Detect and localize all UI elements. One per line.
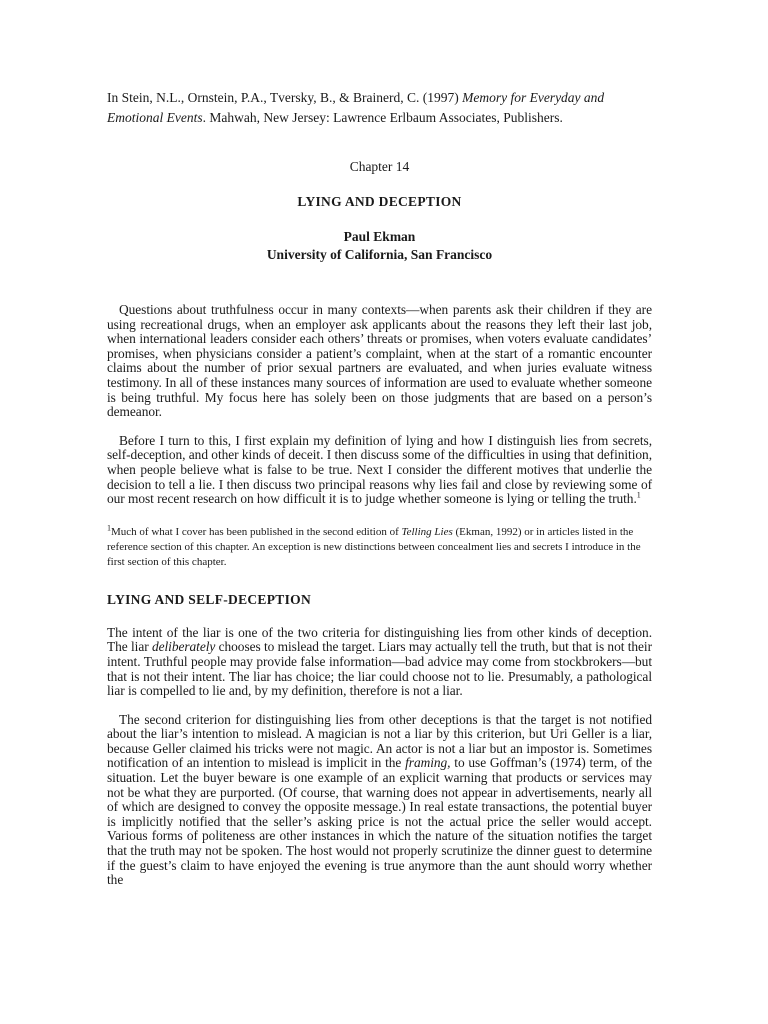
section-paragraph-1-emphasis: deliberately: [151, 639, 216, 655]
footnote-reference: 1: [636, 490, 641, 500]
citation-prefix: In Stein, N.L., Ornstein, P.A., Tversky, B., & Brainerd, C. (1997): [107, 90, 463, 105]
section-paragraph-2: [107, 713, 652, 888]
footnote-book-title: Telling Lies: [401, 525, 453, 538]
section-paragraph-1-text-b: chooses to mislead the target. Liars may actually tell the truth, but that is not their intent. Truthful people may provide false information—bad advice may come from stockbrokers—but that is not their intent. The liar has choice; the liar could choose not to lie. Presumably, a pathological liar is compelled to lie and, by my definition, therefore is not a liar.: [107, 639, 652, 699]
section-paragraph-1: [107, 626, 652, 699]
intro-paragraph-2-text: Before I turn to this, I first explain my definition of lying and how I distinguish lies from secrets, self-deception, and other kinds of deceit. I then discuss some of the difficulties in using that definition, when people believe what is false to be true. Next I consider the different motives that underlie the decision to tell a lie. I then discuss two principal reasons why lies fail and close by reviewing some of our most recent research on how difficult it is to judge whether someone is lying or telling the truth.: [107, 432, 652, 507]
footnote-text-after: (Ekman, 1992) or in articles listed in the reference section of this chapter. An exception is new distinctions between concealment lies and secrets I introduce in the first section of this chapter.: [107, 525, 641, 568]
author-name: Paul Ekman: [343, 229, 416, 244]
section-paragraph-2-emphasis: framing,: [405, 755, 451, 771]
footnote-mark: 1: [107, 523, 111, 533]
intro-paragraph-1: Questions about truthfulness occur in many contexts—when parents ask their children if they are using recreational drugs, when an employer ask applicants about the reasons they left their last job, when international leaders consider each others’ threats or promises, when voters evaluate candidates’ promises, when physicians consider a patient’s complaint, when at the start of a romantic encounter claims about the number of prior sexual partners are evaluated, and when juries evaluate witness testimony. In all of these instances many sources of information are used to evaluate whether someone is being truthful. My focus here has solely been on those judgments that are based on a person’s demeanor.: [107, 302, 652, 420]
citation: [107, 88, 652, 128]
section-heading: LYING AND SELF-DECEPTION: [107, 591, 311, 607]
citation-suffix: . Mahwah, New Jersey: Lawrence Erlbaum Associates, Publishers.: [202, 110, 563, 125]
author-affiliation: University of California, San Francisco: [266, 247, 493, 262]
chapter-number: Chapter 14: [349, 159, 410, 174]
section-paragraph-2-text-a: The second criterion for distinguishing lies from other deceptions is that the target is not notified about the liar’s intention to mislead. A magician is not a liar by this criterion, but Uri Geller is a liar, because Geller claimed his tricks were not magic. An actor is not a liar but an impostor is. Sometimes notification of an intention to mislead is implicit in the: [107, 711, 652, 771]
citation-book-title: Memory for Everyday and Emotional Events: [107, 90, 605, 125]
section-paragraph-1-text-a: The intent of the liar is one of the two criteria for distinguishing lies from other kinds of deception. The liar: [107, 624, 652, 655]
document-page: [107, 88, 652, 888]
section-paragraph-2-text-b: to use Goffman’s (1974) term, of the situation. Let the buyer beware is one example of an explicit warning that products or services may not be what they are purported. (Of course, that warning does not appear in advertisements, nearly all of which are designed to convey the opposite message.) In real estate transactions, the potential buyer is implicitly notified that the seller’s asking price is not the actual price the seller would accept. Various forms of politeness are other instances in which the nature of the situation notifies the target that the truth may not be spoken. The host would not properly scrutinize the dinner guest to determine if the guest’s claim to have enjoyed the evening is true anymore than the aunt should worry whether the: [107, 755, 652, 888]
intro-paragraph-2: [107, 434, 652, 507]
chapter-title: LYING AND DECEPTION: [297, 194, 462, 209]
footnote-text-before: Much of what I cover has been published in the second edition of: [111, 525, 402, 538]
footnote: [107, 525, 652, 570]
